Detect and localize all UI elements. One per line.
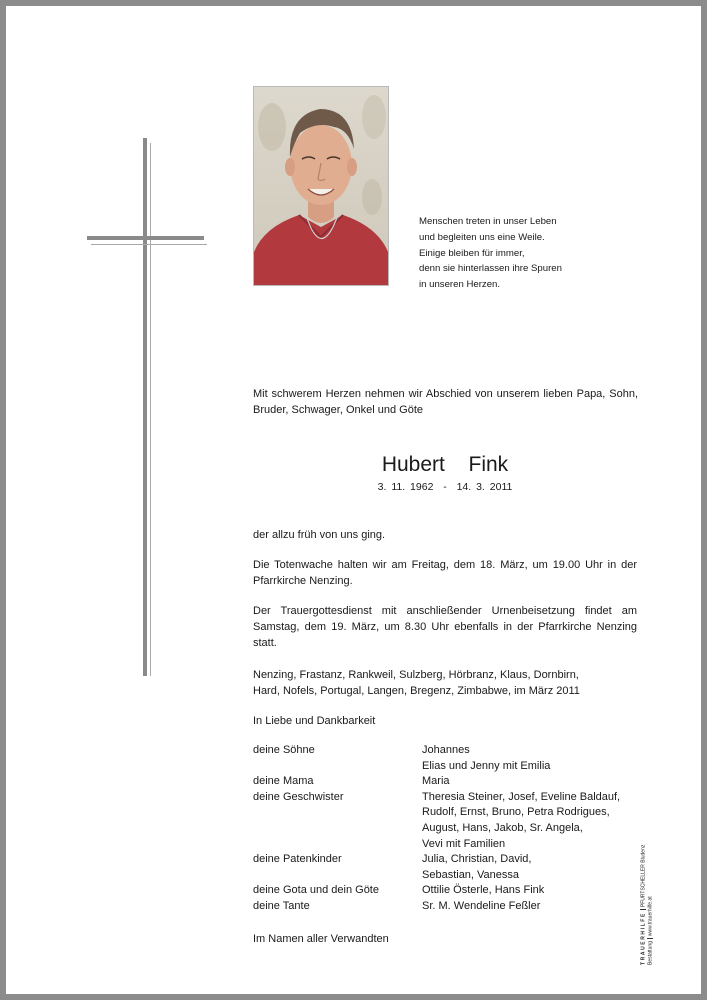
cross-vertical-bar (143, 138, 147, 676)
mourner-row (253, 790, 643, 852)
mourner-names (422, 774, 643, 790)
imprint-divider (647, 938, 653, 939)
mourner-relation: deine Geschwister (253, 790, 344, 803)
mourner-row (253, 743, 643, 774)
mourner-name: Rudolf, Ernst, Bruno, Petra Rodrigues, (422, 806, 610, 819)
mourner-name: Theresia Steiner, Josef, Eveline Baldauf, (422, 790, 621, 803)
verse-line: Menschen treten in unser Leben (419, 216, 557, 227)
wake-announcement: Die Totenwache halten wir am Freitag, dem 18. März, um 19.00 Uhr in der Pfarrkirche Nenzing. (253, 559, 637, 587)
imprint-divider (640, 909, 646, 910)
mourner-names (422, 790, 643, 852)
mourner-row (253, 899, 643, 915)
mourner-relation: deine Söhne (253, 744, 315, 756)
cross-horizontal-bar (87, 236, 204, 240)
cross-horizontal-line (91, 244, 207, 245)
mourner-name: Sr. M. Wendeline Feßler (422, 899, 541, 912)
mourner-row (253, 852, 643, 883)
cross-vertical-line (150, 143, 151, 676)
imprint-line: PFURTSCHELLER Bludenz (640, 844, 647, 908)
imprint-brand: TRAUERHILFE (640, 912, 647, 965)
mourner-name: August, Hans, Jakob, Sr. Angela, (422, 821, 583, 834)
mourner-row (253, 774, 643, 790)
undertaker-imprint (640, 845, 654, 965)
places-line: Nenzing, Frastanz, Rankweil, Sulzberg, Hörbranz, Klaus, Dornbirn, (253, 669, 579, 681)
mourner-name: Elias und Jenny mit Emilia (422, 759, 551, 772)
passing-note: der allzu früh von uns ging. (253, 529, 386, 541)
deceased-name: Hubert Fink (381, 453, 509, 476)
mourner-name: Vevi mit Familien (422, 837, 506, 850)
mourners-list (253, 743, 643, 915)
verse-line: Einige bleiben für immer, (419, 247, 525, 259)
mourner-names (422, 883, 643, 899)
mourner-relation: deine Gota und dein Göte (253, 884, 379, 897)
mourner-names (422, 899, 643, 915)
mourner-relation: deine Patenkinder (253, 853, 342, 866)
verse-line: denn sie hinterlassen ihre Spuren (419, 263, 562, 275)
verse-line: und begleiten uns eine Weile. (419, 231, 545, 243)
mourner-names (422, 852, 643, 883)
mourner-name: Sebastian, Vanessa (422, 868, 520, 881)
mourner-name: Maria (422, 775, 450, 788)
places-and-date (253, 667, 637, 699)
mourner-names (422, 743, 643, 774)
life-dates: 3. 11. 1962 - 14. 3. 2011 (377, 481, 513, 493)
memorial-verse (419, 214, 609, 293)
verse-line: in unseren Herzen. (419, 279, 501, 291)
places-line: Hard, Nofels, Portugal, Langen, Bregenz, Zimbabwe, im März 2011 (253, 685, 580, 697)
service-announcement: Der Trauergottesdienst mit anschließender Urnenbeisetzung findet am Samstag, dem 19. März, um 8.30 Uhr ebenfalls in der Pfarrkirche Nenzing statt. (253, 605, 637, 649)
portrait-photo (253, 86, 389, 286)
mourner-name: Johannes (422, 744, 470, 756)
mourner-name: Ottilie Österle, Hans Fink (422, 884, 545, 897)
mourner-row (253, 883, 643, 899)
gratitude-line: In Liebe und Dankbarkeit (253, 715, 376, 727)
imprint-line: www.trauerhilfe.at (647, 896, 654, 937)
mourner-relation: deine Mama (253, 775, 314, 788)
intro-text: Mit schwerem Herzen nehmen wir Abschied von unserem lieben Papa, Sohn, Bruder, Schwager, Onkel und Göte (253, 388, 638, 416)
closing-signature: Im Namen aller Verwandten (253, 933, 389, 945)
mourner-relation: deine Tante (253, 899, 310, 912)
imprint-line: Bestattung (647, 941, 654, 965)
mourner-name: Julia, Christian, David, (422, 853, 532, 866)
